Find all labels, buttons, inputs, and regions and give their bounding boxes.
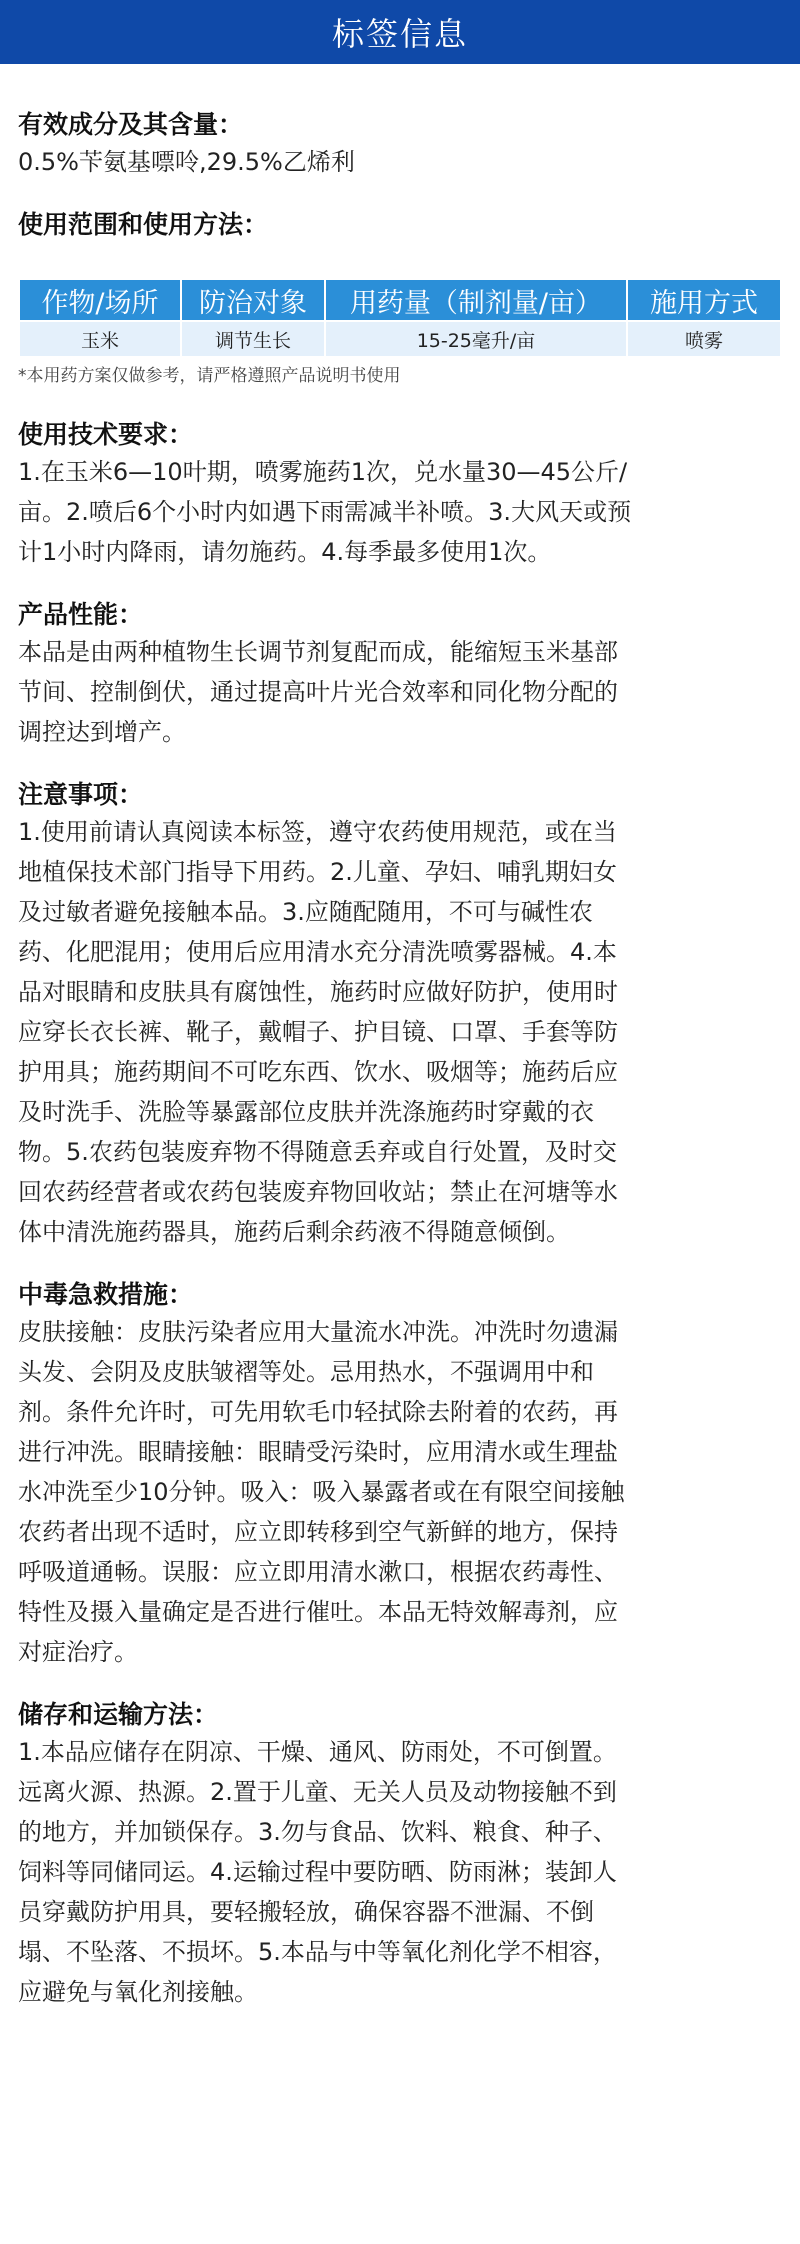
caution-body [18,812,782,1252]
tech-body [18,452,782,572]
text-line: 体中清洗施药器具，施药后剩余药液不得随意倾倒。 [18,1218,570,1246]
text-line: 饲料等同储同运。4.运输过程中要防晒、防雨淋；装卸人 [18,1858,617,1886]
text-line: 计1小时内降雨，请勿施药。4.每季最多使用1次。 [18,538,552,566]
text-line: 剂。条件允许时，可先用软毛巾轻拭除去附着的农药，再 [18,1398,618,1426]
text-line: 呼吸道通畅。误服：应立即用清水漱口，根据农药毒性、 [18,1558,618,1586]
text-line: 应穿长衣长裤、靴子，戴帽子、护目镜、口罩、手套等防 [18,1018,618,1046]
cell-method: 喷雾 [628,322,780,356]
text-line: 员穿戴防护用具，要轻搬轻放，确保容器不泄漏、不倒 [18,1898,594,1926]
page-title: 标签信息 [331,15,468,53]
text-line: 品对眼睛和皮肤具有腐蚀性，施药时应做好防护，使用时 [18,978,618,1006]
page-header [0,0,800,64]
text-line: 远离火源、热源。2.置于儿童、无关人员及动物接触不到 [18,1778,617,1806]
caution-title: 注意事项： [18,780,144,809]
dosage-table [18,278,782,358]
text-line: 药、化肥混用；使用后应用清水充分清洗喷雾器械。4.本 [18,938,617,966]
col-header-target: 防治对象 [182,280,324,320]
text-line: 及时洗手、洗脸等暴露部位皮肤并洗涤施药时穿戴的衣 [18,1098,594,1126]
text-line: 节间、控制倒伏，通过提高叶片光合效率和同化物分配的 [18,678,618,706]
section-usage [18,208,782,388]
label-content [0,64,800,2012]
text-line: 塌、不坠落、不损坏。5.本品与中等氧化剂化学不相容， [18,1938,617,1966]
section-performance [18,598,782,752]
section-firstaid [18,1278,782,1672]
dosage-table-header-row [20,280,780,320]
performance-body [18,632,782,752]
text-line: 特性及摄入量确定是否进行催吐。本品无特效解毒剂，应 [18,1598,618,1626]
text-line: 对症治疗。 [18,1638,138,1666]
section-tech [18,418,782,572]
table-note: *本用药方案仅做参考，请严格遵照产品说明书使用 [18,366,401,386]
tech-title: 使用技术要求： [18,420,194,449]
text-line: 物。5.农药包装废弃物不得随意丢弃或自行处置，及时交 [18,1138,617,1166]
text-line: 的地方，并加锁保存。3.勿与食品、饮料、粮食、种子、 [18,1818,617,1846]
cell-dosage: 15-25毫升/亩 [326,322,626,356]
text-line: 及过敏者避免接触本品。3.应随配随用，不可与碱性农 [18,898,593,926]
text-line: 进行冲洗。眼睛接触：眼睛受污染时，应用清水或生理盐 [18,1438,618,1466]
text-line: 皮肤接触：皮肤污染者应用大量流水冲洗。冲洗时勿遗漏 [18,1318,618,1346]
firstaid-title: 中毒急救措施： [18,1280,194,1309]
section-ingredients [18,108,782,182]
text-line: 农药者出现不适时，应立即转移到空气新鲜的地方，保持 [18,1518,618,1546]
usage-title: 使用范围和使用方法： [18,210,269,239]
firstaid-body [18,1312,782,1672]
text-line: 1.在玉米6—10叶期，喷雾施药1次，兑水量30—45公斤/ [18,458,628,486]
cell-crop: 玉米 [20,322,180,356]
text-line: 1.本品应储存在阴凉、干燥、通风、防雨处，不可倒置。 [18,1738,617,1766]
storage-body [18,1732,782,2012]
text-line: 1.使用前请认真阅读本标签，遵守农药使用规范，或在当 [18,818,617,846]
text-line: 水冲洗至少10分钟。吸入：吸入暴露者或在有限空间接触 [18,1478,625,1506]
ingredients-body: 0.5%苄氨基嘌呤,29.5%乙烯利 [18,148,355,176]
text-line: 应避免与氧化剂接触。 [18,1978,258,2006]
storage-title: 储存和运输方法： [18,1700,219,1729]
text-line: 地植保技术部门指导下用药。2.儿童、孕妇、哺乳期妇女 [18,858,617,886]
col-header-method: 施用方式 [628,280,780,320]
performance-title: 产品性能： [18,600,144,629]
table-row [20,322,780,356]
cell-target: 调节生长 [182,322,324,356]
section-storage [18,1698,782,2012]
col-header-dosage: 用药量（制剂量/亩） [326,280,626,320]
text-line: 护用具；施药期间不可吃东西、饮水、吸烟等；施药后应 [18,1058,618,1086]
text-line: 回农药经营者或农药包装废弃物回收站；禁止在河塘等水 [18,1178,618,1206]
col-header-crop: 作物/场所 [20,280,180,320]
section-caution [18,778,782,1252]
text-line: 调控达到增产。 [18,718,186,746]
ingredients-title: 有效成分及其含量： [18,110,244,139]
text-line: 本品是由两种植物生长调节剂复配而成，能缩短玉米基部 [18,638,618,666]
text-line: 亩。2.喷后6个小时内如遇下雨需减半补喷。3.大风天或预 [18,498,632,526]
text-line: 头发、会阴及皮肤皱褶等处。忌用热水，不强调用中和 [18,1358,594,1386]
